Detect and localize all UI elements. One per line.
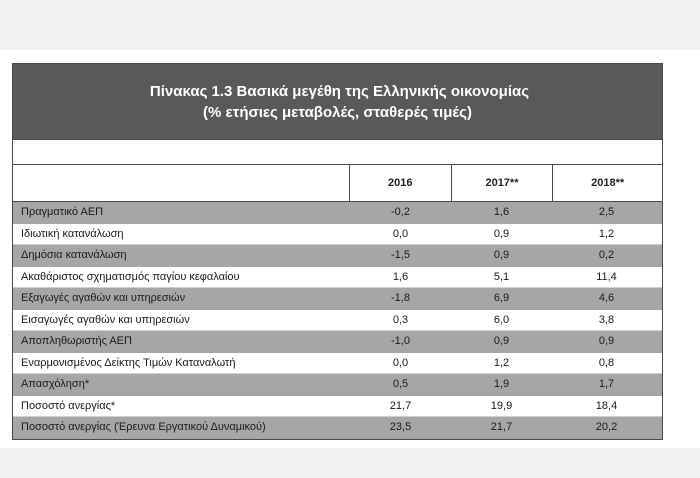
value-2017: 1,9 xyxy=(493,378,510,391)
value-2016: -1,0 xyxy=(391,335,410,348)
economy-table xyxy=(12,63,663,440)
value-2017: 6,9 xyxy=(493,292,510,305)
row-label: Αποπληθωριστής ΑΕΠ xyxy=(21,335,132,348)
table-row xyxy=(13,417,662,439)
value-2016: 0,0 xyxy=(392,227,409,240)
table-row xyxy=(13,267,662,289)
value-2017: 0,9 xyxy=(493,249,510,262)
value-2016: 0,3 xyxy=(392,313,409,326)
table-row xyxy=(13,202,662,224)
value-2017: 1,6 xyxy=(493,206,510,219)
value-2017: 1,2 xyxy=(493,356,510,369)
value-2016: 21,7 xyxy=(389,399,412,412)
value-2016: 0,0 xyxy=(392,356,409,369)
row-label: Δημόσια κατανάλωση xyxy=(21,249,127,262)
table-row xyxy=(13,288,662,310)
value-2016: 1,6 xyxy=(392,270,409,283)
header-label-cell xyxy=(13,165,350,201)
row-label: Πραγματικό ΑΕΠ xyxy=(21,206,104,219)
value-2018: 20,2 xyxy=(595,421,618,434)
row-label: Εισαγωγές αγαθών και υπηρεσιών xyxy=(21,313,190,326)
row-label: Απασχόληση* xyxy=(21,378,90,391)
table-title-line2: (% ετήσιες μεταβολές, σταθερές τιμές) xyxy=(203,103,472,121)
value-2018: 18,4 xyxy=(595,399,618,412)
value-2018: 2,5 xyxy=(598,206,615,219)
header-year-2016: 2016 xyxy=(350,165,452,201)
row-label: Εξαγωγές αγαθών και υπηρεσιών xyxy=(21,292,186,305)
table-row xyxy=(13,396,662,418)
row-label: Ποσοστό ανεργίας (Έρευνα Εργατικού Δυναμικού) xyxy=(21,421,266,434)
value-2018: 11,4 xyxy=(596,270,617,283)
table-header-row xyxy=(13,165,662,202)
value-2016: -0,2 xyxy=(391,206,410,219)
table-spacer-row xyxy=(13,140,662,165)
table-title-line1: Πίνακας 1.3 Βασικά μεγέθη της Ελληνικής οικονομίας xyxy=(149,82,530,100)
value-2018: 0,2 xyxy=(598,249,615,262)
value-2016: -1,5 xyxy=(391,249,410,262)
table-row xyxy=(13,310,662,332)
value-2017: 5,1 xyxy=(493,270,510,283)
value-2016: -1,8 xyxy=(391,292,410,305)
table-title xyxy=(13,64,662,140)
header-year-2017: 2017** xyxy=(452,165,554,201)
value-2016: 0,5 xyxy=(392,378,409,391)
value-2018: 1,2 xyxy=(598,227,615,240)
value-2017: 21,7 xyxy=(490,421,513,434)
value-2017: 0,9 xyxy=(493,335,510,348)
table-row xyxy=(13,374,662,396)
row-label: Ποσοστό ανεργίας* xyxy=(21,399,116,412)
value-2016: 23,5 xyxy=(389,421,412,434)
value-2017: 0,9 xyxy=(493,227,510,240)
row-label: Ακαθάριστος σχηματισμός παγίου κεφαλαίου xyxy=(21,270,240,283)
value-2018: 0,8 xyxy=(598,356,615,369)
table-row xyxy=(13,331,662,353)
table-body xyxy=(13,202,662,439)
value-2018: 1,7 xyxy=(598,378,615,391)
row-label: Εναρμονισμένος Δείκτης Τιμών Καταναλωτή xyxy=(21,356,236,369)
row-label: Ιδιωτική κατανάλωση xyxy=(21,227,124,240)
value-2017: 6,0 xyxy=(493,313,510,326)
value-2018: 0,9 xyxy=(598,335,615,348)
value-2018: 3,8 xyxy=(598,313,615,326)
table-row xyxy=(13,224,662,246)
value-2017: 19,9 xyxy=(490,399,513,412)
table-row xyxy=(13,245,662,267)
table-row xyxy=(13,353,662,375)
value-2018: 4,6 xyxy=(598,292,615,305)
header-year-2018: 2018** xyxy=(591,177,625,189)
